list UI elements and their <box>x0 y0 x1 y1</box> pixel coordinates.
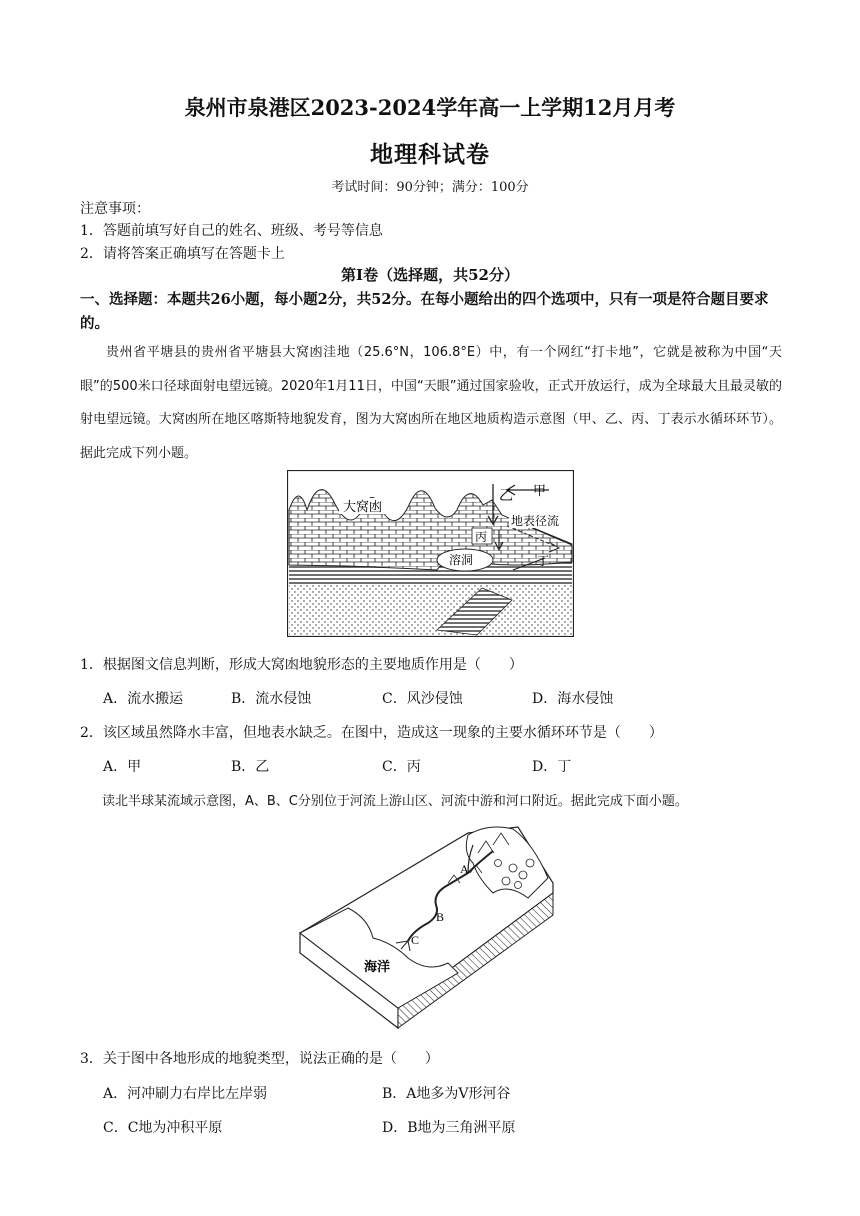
q2-option-d: D．丁 <box>532 759 572 775</box>
q1-option-c: C．风沙侵蚀 <box>382 691 463 707</box>
question-1: 1．根据图文信息判断，形成大窝凼地貌形态的主要地质作用是（ ） <box>80 657 523 673</box>
label-c: C <box>411 933 420 947</box>
label-surface-runoff: 地表径流 <box>511 514 560 528</box>
label-ocean: 海洋 <box>364 959 391 974</box>
q1-option-a: A．流水搬运 <box>103 691 184 707</box>
label-dawodang: 大窝凼 <box>343 499 383 514</box>
label-ding: 丁 <box>537 554 550 568</box>
q1-option-d: D．海水侵蚀 <box>532 691 614 707</box>
q3-option-b: B．A地多为V形河谷 <box>382 1086 511 1102</box>
q3-option-c: C．C地为冲积平原 <box>103 1120 223 1136</box>
note-item: 1．答题前填写好自己的姓名、班级、考号等信息 <box>80 223 383 239</box>
q2-option-b: B．乙 <box>231 759 270 775</box>
exam-info: 考试时间：90分钟；满分：100分 <box>331 180 529 195</box>
q3-option-d: D．B地为三角洲平原 <box>382 1120 516 1136</box>
label-b: B <box>436 910 445 924</box>
q3-option-a: A．河冲刷力右岸比左岸弱 <box>103 1086 268 1102</box>
label-jia: 甲 <box>533 483 547 498</box>
river-basin-figure <box>298 823 554 1033</box>
label-bing: 丙 <box>475 530 488 544</box>
section-heading: 一、选择题：本题共26小题，每小题2分，共52分。在每小题给出的四个选项中，只有一项是符合题目要求的。 <box>80 291 769 332</box>
part-title: 第I卷（选择题，共52分） <box>341 266 519 284</box>
question-3: 3．关于图中各地形成的地貌类型，说法正确的是（ ） <box>80 1051 439 1067</box>
label-yi: 乙 <box>499 487 513 503</box>
reading-passage-1: 贵州省平塘县的贵州省平塘县大窝凼洼地（25.6°N，106.8°E）中，有一个网红“打卡地”，它就是被称为中国“天眼”的500米口径球面射电望远镜。2020年1月11日，中国“天眼”通过国家验收，正式开放运行，成为全球最大且最灵敏的射电望远镜。大窝凼所在地区喀斯特地貌发育，图为大窝凼所在地区地质构造示意图（甲、乙、丙、丁表示水循环环节）。据此完成下列小题。 <box>80 345 782 461</box>
notes-heading: 注意事项： <box>80 201 150 217</box>
subject-title: 地理科试卷 <box>370 141 490 168</box>
label-a: A <box>460 862 469 876</box>
reading-passage-2: 读北半球某流域示意图，A、B、C分别位于河流上游山区、河流中游和河口附近。据此完成下面小题。 <box>102 794 688 809</box>
karst-geology-figure <box>287 470 574 637</box>
q2-option-c: C．丙 <box>382 759 421 775</box>
q2-option-a: A．甲 <box>103 759 142 775</box>
exam-title: 泉州市泉港区2023-2024学年高一上学期12月月考 <box>184 95 676 120</box>
q1-option-b: B．流水侵蚀 <box>231 691 312 707</box>
label-cave: 溶洞 <box>449 553 474 567</box>
question-2: 2．该区域虽然降水丰富，但地表水缺乏。在图中，造成这一现象的主要水循环环节是（ ） <box>80 725 663 741</box>
note-item: 2．请将答案正确填写在答题卡上 <box>80 246 285 262</box>
